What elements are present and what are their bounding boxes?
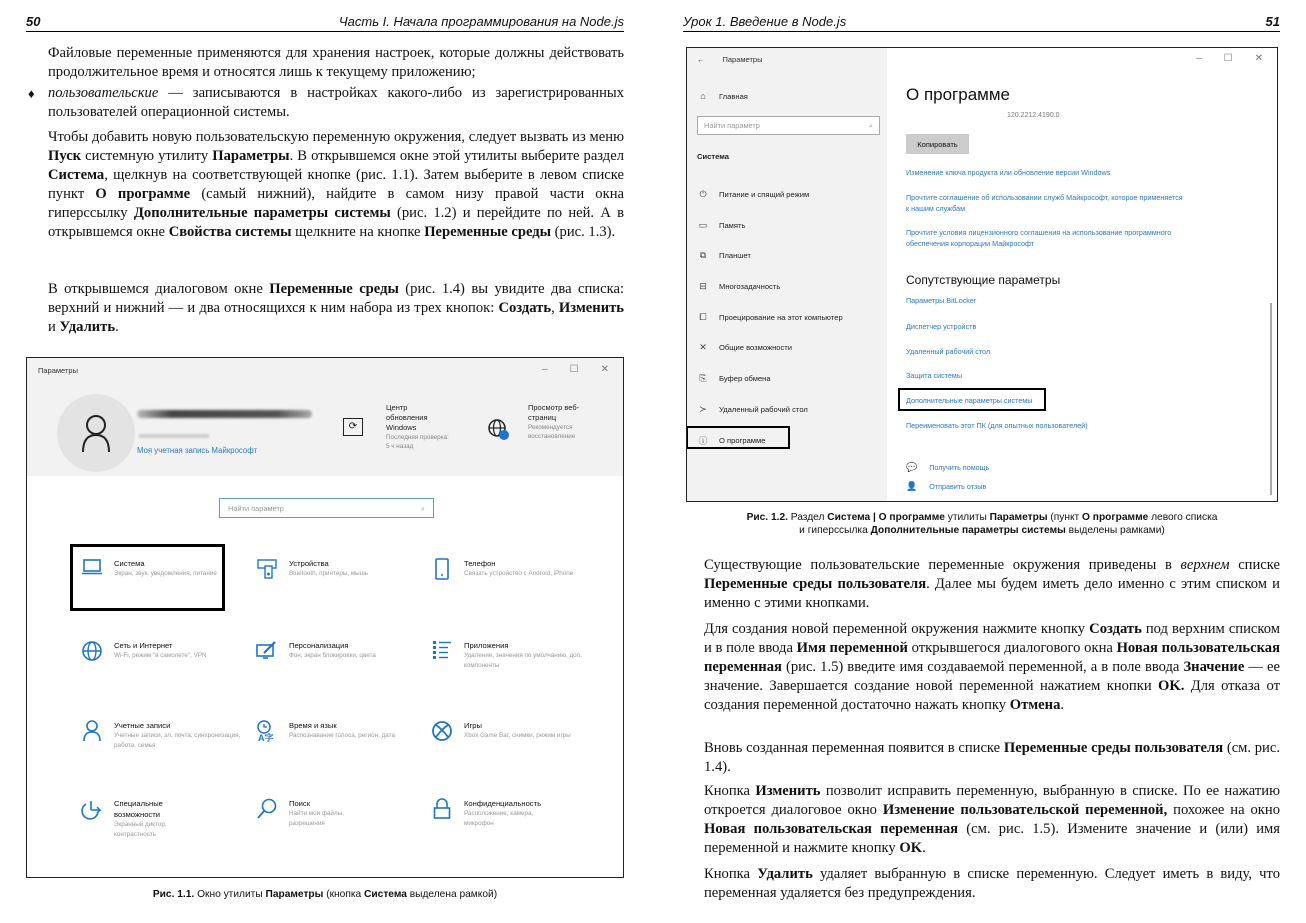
paragraph: Файловые переменные применяются для хранения настроек, которые должны действовать продолжительное время и относятся лишь к текущему приложению; bbox=[48, 45, 624, 80]
person-icon bbox=[80, 720, 104, 744]
user-icon bbox=[81, 413, 111, 453]
bullet-diamond-icon: ♦ bbox=[28, 86, 35, 101]
storage-icon: ▭ bbox=[698, 220, 708, 230]
help-chat-icon: 💬 bbox=[906, 462, 918, 472]
info-icon: ⓘ bbox=[698, 436, 708, 446]
sidebar-item-shared[interactable]: ✕ Общие возможности bbox=[697, 342, 792, 353]
highlight-frame-about bbox=[686, 426, 790, 449]
search-input[interactable]: Найти параметр ⌕ bbox=[219, 498, 434, 518]
sidebar-item-home[interactable]: ⌂ Главная bbox=[697, 91, 748, 101]
redacted-email bbox=[139, 434, 209, 438]
get-help-link[interactable]: 💬 Получить помощь bbox=[906, 462, 990, 472]
sidebar-item-power[interactable]: ⏻ Питание и спящий режим bbox=[697, 189, 809, 200]
sidebar-item-storage[interactable]: ▭ Память bbox=[698, 220, 746, 230]
link-advanced-system-settings[interactable]: Дополнительные параметры системы bbox=[906, 396, 1033, 405]
maximize-button[interactable]: ☐ bbox=[1223, 53, 1233, 64]
maximize-button[interactable]: ☐ bbox=[569, 364, 579, 375]
feedback-icon: 👤 bbox=[906, 481, 918, 491]
right-page-header bbox=[683, 12, 1280, 32]
feedback-link[interactable]: 👤 Отправить отзыв bbox=[906, 481, 987, 491]
minimize-button[interactable]: – bbox=[542, 364, 548, 375]
globe-icon bbox=[487, 418, 511, 447]
category-privacy[interactable]: Конфиденциальность Расположение, камера, микрофон bbox=[430, 798, 600, 828]
paragraph: Существующие пользовательские переменные окружения приведены в верхнем списке Переменные среды пользователя. Далее мы будем иметь дело именно с этим списком и именно с этими кнопками. bbox=[704, 557, 1280, 611]
window-controls bbox=[542, 364, 609, 375]
paragraph: Кнопка Изменить позволит исправить переменную, выбранную в списке. По ее нажатию откроется диалоговое окно Изменение пользовательской переменной, похожее на окно Новая пользовательская переменная (см. рис. 1.5). Измените значение и (или) имя переменной и нажмите кнопку OK. bbox=[704, 783, 1281, 856]
category-time-language[interactable]: A字 Время и язык Распознавание голоса, регион, дата bbox=[255, 720, 425, 744]
link-services-agreement[interactable]: Прочтите соглашение об использовании служб Майкрософт, которое применяется к нашим службам bbox=[906, 193, 1183, 213]
version-value: 120.2212.4190.0 bbox=[1007, 112, 1060, 119]
search-icon: ⌕ bbox=[868, 121, 873, 130]
page-number: 50 bbox=[26, 14, 41, 29]
windows-update-tile[interactable]: Центр обновления Windows Последняя проверка: 5 ч назад bbox=[386, 403, 449, 450]
globe-icon bbox=[80, 640, 104, 664]
link-device-manager[interactable]: Диспетчер устройств bbox=[906, 322, 977, 331]
clipboard-icon: ⎘ bbox=[699, 373, 707, 383]
home-icon: ⌂ bbox=[700, 91, 706, 101]
highlight-frame-advanced bbox=[898, 388, 1046, 411]
page-number: 51 bbox=[1265, 14, 1280, 29]
back-arrow-icon[interactable]: ← bbox=[697, 55, 705, 64]
phone-icon bbox=[430, 558, 454, 582]
shared-experiences-icon: ✕ bbox=[699, 342, 707, 352]
sidebar-item-projecting[interactable]: ⧠ Проецирование на этот компьютер bbox=[697, 312, 843, 323]
link-product-key[interactable]: Изменение ключа продукта или обновление версии Windows bbox=[906, 168, 1111, 177]
window-controls bbox=[1196, 53, 1263, 64]
multitask-icon: ⊟ bbox=[699, 281, 707, 291]
category-search[interactable]: Поиск Найти мои файлы, разрешения bbox=[255, 798, 425, 828]
close-button[interactable]: ✕ bbox=[1254, 53, 1263, 64]
web-browsing-tile[interactable]: Просмотр веб- страниц Рекомендуется восстановление bbox=[528, 403, 580, 440]
avatar[interactable] bbox=[57, 394, 135, 472]
minimize-button[interactable]: – bbox=[1196, 53, 1202, 64]
devices-icon bbox=[255, 558, 279, 582]
scrollbar[interactable] bbox=[1270, 303, 1272, 495]
project-icon: ⧠ bbox=[699, 312, 707, 322]
link-license-terms[interactable]: Прочтите условия лицензионного соглашения на использование программного обеспечения корпорации Майкрософт bbox=[906, 228, 1172, 248]
category-phone[interactable]: Телефон Связать устройство с Android, iPhone bbox=[430, 558, 600, 582]
settings-window-figure-1-2 bbox=[686, 47, 1278, 502]
close-button[interactable]: ✕ bbox=[600, 364, 609, 375]
page-title: О программе bbox=[906, 85, 1011, 104]
category-gaming[interactable]: Игры Xbox Game Bar, снимки, режим игры bbox=[430, 720, 600, 744]
sidebar-item-multitasking[interactable]: ⊟ Многозадачность bbox=[697, 281, 780, 292]
redacted-username bbox=[137, 410, 312, 418]
category-devices[interactable]: Устройства Bluetooth, принтеры, мышь bbox=[255, 558, 425, 582]
remote-desktop-icon: ≻ bbox=[699, 404, 707, 414]
search-input[interactable]: Найти параметр ⌕ bbox=[697, 116, 880, 135]
link-remote-desktop[interactable]: Удаленный рабочий стол bbox=[906, 347, 991, 356]
lock-icon bbox=[430, 798, 454, 822]
apps-list-icon bbox=[430, 640, 454, 664]
title-bar bbox=[697, 55, 762, 64]
sidebar-section-system: Система bbox=[697, 152, 729, 161]
category-accounts[interactable]: Учетные записи Учетные записи, эл. почта, синхронизация, работа, семья bbox=[80, 720, 250, 750]
paragraph: Кнопка Удалить удаляет выбранную в списке переменную. Следует иметь в виду, что переменная удаляется без предупреждения. bbox=[704, 866, 1280, 901]
copy-button[interactable]: Копировать bbox=[906, 134, 969, 154]
microsoft-account-link[interactable]: Моя учетная запись Майкрософт bbox=[137, 446, 258, 455]
figure-caption: Рис. 1.2. Раздел Система | О программе утилиты Параметры (пункт О программе левого списка и гиперссылка Дополнительные параметры системы выделены рамками) bbox=[746, 512, 1218, 536]
link-system-protection[interactable]: Защита системы bbox=[906, 371, 962, 380]
link-bitlocker[interactable]: Параметры BitLocker bbox=[906, 296, 977, 305]
xbox-icon bbox=[430, 720, 454, 744]
category-system[interactable]: Система Экран, звук, уведомления, питание bbox=[80, 558, 250, 582]
magnifier-icon bbox=[255, 798, 279, 822]
accessibility-icon bbox=[80, 798, 104, 822]
settings-window-figure-1-1 bbox=[26, 357, 624, 878]
time-language-icon bbox=[255, 720, 279, 744]
paragraph: Чтобы добавить новую пользовательскую переменную окружения, следует вызвать из меню Пуск системную утилиту Параметры. В открывшемся окне этой утилиты выберите раздел Система, щелкнув на соответствующей кнопке (рис. 1.1). Затем выберите в левом списке пункт О программе (самый нижний), найдите в самом низу правой части окна гиперссылку Дополнительные параметры системы (рис. 1.2) и перейдите по ней. А в открывшемся окне Свойства системы щелкните на кнопке Переменные среды (рис. 1.3). bbox=[48, 129, 624, 240]
category-apps[interactable]: Приложения Удаление, значения по умолчанию, доп. компоненты bbox=[430, 640, 600, 670]
category-personalization[interactable]: Персонализация Фон, экран блокировки, цвета bbox=[255, 640, 425, 664]
running-header: Часть I. Начала программирования на Node.js bbox=[338, 14, 624, 29]
category-network[interactable]: Сеть и Интернет Wi-Fi, режим "в самолете", VPN bbox=[80, 640, 250, 664]
power-icon: ⏻ bbox=[699, 189, 707, 199]
search-icon: ⌕ bbox=[420, 504, 425, 513]
window-title: Параметры bbox=[722, 55, 763, 64]
running-header: Урок 1. Введение в Node.js bbox=[683, 14, 847, 29]
tablet-icon: ⧉ bbox=[699, 250, 707, 260]
paragraph: В открывшемся диалоговом окне Переменные среды (рис. 1.4) вы увидите два списка: верхний и нижний — и два относящихся к ним набора из трех кнопок: Создать, Изменить и Удалить. bbox=[48, 281, 625, 335]
figure-caption: Рис. 1.1. Окно утилиты Параметры (кнопка Система выделена рамкой) bbox=[152, 889, 498, 900]
highlight-frame-system bbox=[70, 544, 225, 611]
svg-text:A字: A字 bbox=[258, 733, 274, 742]
paint-icon bbox=[255, 640, 279, 664]
sidebar-item-clipboard[interactable]: ⎘ Буфер обмена bbox=[697, 373, 771, 384]
link-rename-pc[interactable]: Переименовать этот ПК (для опытных пользователей) bbox=[906, 421, 1088, 430]
sidebar-item-remote-desktop[interactable]: ≻ Удаленный рабочий стол bbox=[697, 404, 808, 415]
category-accessibility[interactable]: Специальные возможности Экранный диктор, контрастность bbox=[80, 798, 250, 839]
sidebar-item-about[interactable]: ⓘ О программе bbox=[698, 436, 766, 446]
windows-update-icon: ⟳ bbox=[343, 418, 363, 436]
left-page-header bbox=[26, 12, 624, 32]
window-title: Параметры bbox=[38, 366, 78, 375]
related-settings-title: Сопутствующие параметры bbox=[906, 273, 1061, 287]
paragraph: Вновь созданная переменная появится в списке Переменные среды пользователя (см. рис. 1.4). bbox=[704, 740, 1280, 775]
sidebar-item-tablet[interactable]: ⧉ Планшет bbox=[697, 250, 751, 261]
paragraph: Для создания новой переменной окружения нажмите кнопку Создать под верхним списком и в поле ввода Имя переменной открывшегося диалогового окна Новая пользовательская переменная (рис. 1.5) введите имя создаваемой переменной, а в поле ввода Значение — ее значение. Завершается создание новой переменной нажатием кнопки OK. Для отказа от создания переменной достаточно нажать кнопку Отмена. bbox=[704, 621, 1281, 713]
paragraph: пользовательские — записываются в настройках какого-либо из зарегистрированных пользователей операционной системы. bbox=[48, 85, 624, 120]
